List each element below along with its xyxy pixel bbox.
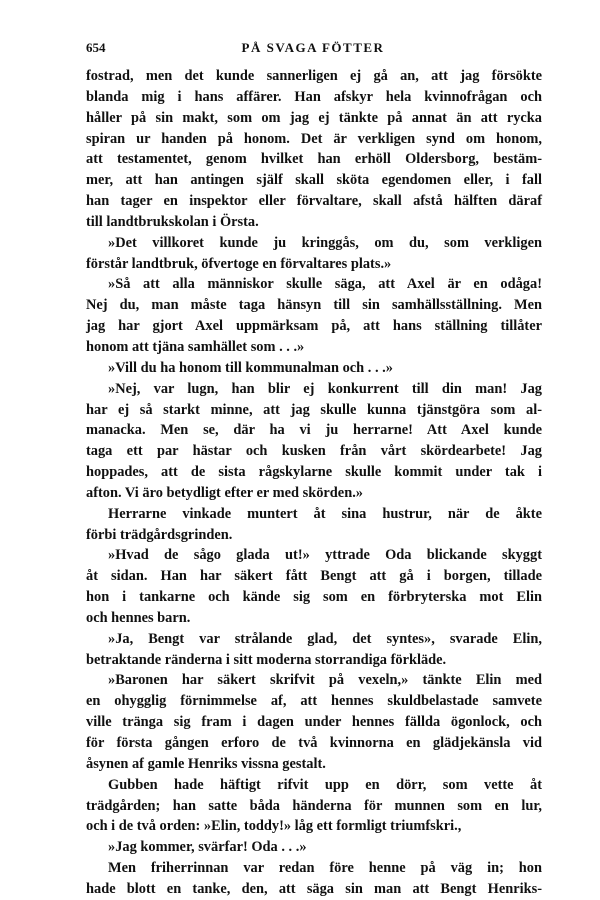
running-head: PÅ SVAGA FÖTTER	[241, 40, 385, 55]
text-line: »Jag kommer, svärfar! Oda . . .»	[108, 839, 307, 856]
text-line: »Så att alla människor skulle säga, att Axel är en odåga!	[108, 276, 542, 293]
text-line: blanda mig i hans affärer. Han afskyr hela kvinnofrågan och	[86, 88, 542, 105]
text-line: han tager en inspektor eller förvaltare, skall afstå hälften däraf	[86, 193, 542, 210]
page-number: 654	[86, 40, 106, 55]
text-line: en ohygglig förnimmelse af, att hennes skuldbelastade samvete	[86, 693, 542, 710]
text-line: fostrad, men det kunde sannerligen ej gå an, att jag försökte	[86, 68, 542, 84]
page-header	[86, 40, 540, 60]
text-line: att testamentet, genom hvilket han erhöll Oldersborg, bestäm-	[86, 151, 542, 168]
text-line: håller på sin makt, som om jag ej tänkte på annat än att rycka	[86, 109, 542, 126]
text-line: afton. Vi äro betydligt efter er med skörden.»	[86, 484, 363, 501]
text-line: hade blott en tanke, den, att säga sin man att Bengt Henriks-	[86, 880, 542, 897]
text-line: »Nej, var lugn, han blir ej konkurrent till din man! Jag	[108, 380, 542, 397]
text-line: till landtbrukskolan i Örsta.	[86, 213, 259, 230]
text-line: för första gången erforo de två kvinnorna en glädjekänsla vid	[86, 735, 542, 751]
text-line: hoppades, att de sista rågskylarne skulle kommit under tak i	[86, 464, 542, 481]
text-line: Gubben hade häftigt rifvit upp en dörr, som vette åt	[108, 776, 542, 793]
text-line: »Det villkoret kunde ju kringgås, om du, som verkligen	[108, 234, 542, 251]
text-line: »Ja, Bengt var strålande glad, det syntes», svarade Elin,	[108, 630, 542, 647]
text-line: spiran ur handen på honom. Det är verkligen synd om honom,	[86, 130, 542, 147]
text-line: manacka. Men se, där ha vi ju herrarne! Att Axel kunde	[86, 422, 542, 439]
text-line: förbi trädgårdsgrinden.	[86, 526, 233, 543]
text-line: ville tränga sig fram i dagen under hennes fällda ögonlock, och	[86, 714, 542, 731]
text-line: honom att tjäna samhället som . . .»	[86, 338, 305, 355]
text-line: Herrarne vinkade muntert åt sina hustrur, när de åkte	[108, 505, 542, 522]
text-line: »Hvad de sågo glada ut!» yttrade Oda blickande skyggt	[108, 547, 542, 564]
body-text	[86, 66, 542, 900]
text-line: har ej så starkt minne, att jag skulle kunna tjänstgöra som al-	[86, 401, 542, 418]
text-line: trädgården; han satte båda händerna för munnen som en lur,	[86, 797, 542, 814]
text-line: »Vill du ha honom till kommunalman och . . .»	[108, 359, 393, 376]
text-line: betraktande ränderna i sitt moderna storrandiga förkläde.	[86, 651, 447, 668]
text-line: Men friherrinnan var redan före henne på väg in; hon	[108, 860, 542, 877]
text-line: taga ett par hästar och kusken från vårt skördearbete! Jag	[86, 443, 542, 460]
text-line: Nej du, man måste taga hänsyn till sin samhällsställning. Men	[86, 297, 542, 314]
text-line: hon i tankarne och kände sig som en förbryterska mot Elin	[86, 589, 542, 606]
text-line: och i de två orden: »Elin, toddy!» låg ett formligt triumfskri.,	[86, 818, 462, 835]
text-line: förstår landtbruk, öfvertoge en förvaltares plats.»	[86, 255, 392, 272]
text-line: åt sidan. Han har säkert fått Bengt att gå i borgen, tillade	[86, 568, 542, 585]
text-line: jag har gjort Axel uppmärksam på, att hans ställning tillåter	[86, 318, 542, 335]
text-line: åsynen af gamle Henriks vissna gestalt.	[86, 755, 326, 772]
text-line: »Baronen har säkert skrifvit på vexeln,» tänkte Elin med	[108, 672, 542, 689]
text-line: mer, att han antingen själf skall sköta egendomen eller, i fall	[86, 172, 542, 189]
text-line: och hennes barn.	[86, 609, 191, 626]
